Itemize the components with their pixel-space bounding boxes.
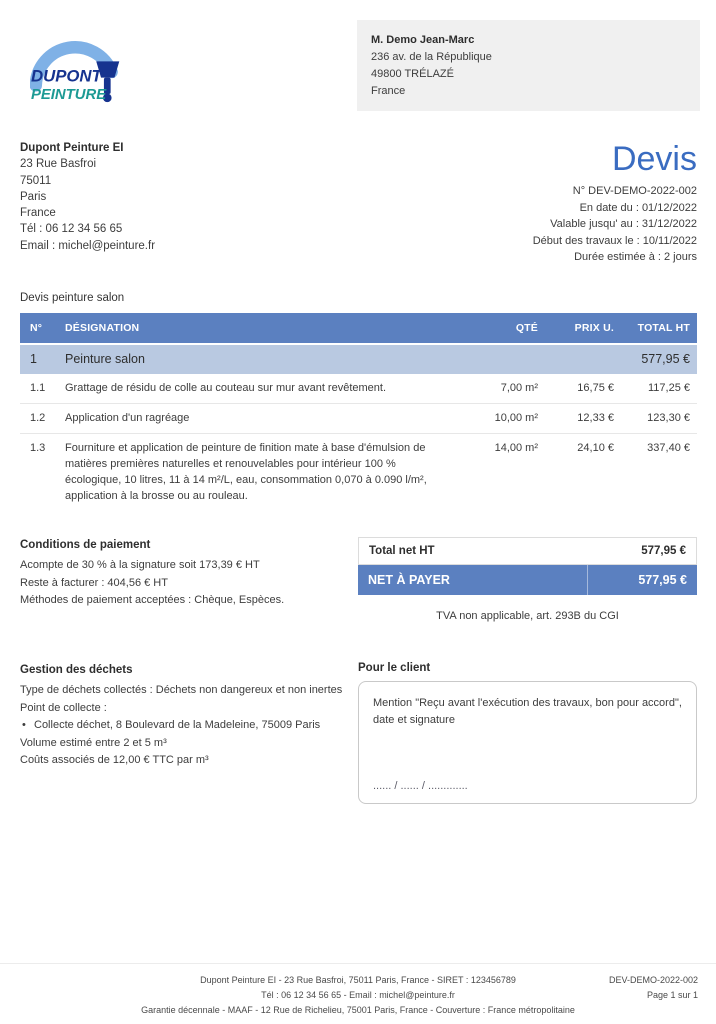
row-qty: 14,00 m²	[494, 441, 538, 454]
waste-point-line: Point de collecte :	[20, 701, 107, 714]
client-address-line: France	[371, 85, 406, 97]
logo-word-peinture: PEINTURE	[30, 86, 107, 103]
devis-duration: Durée estimée à : 2 jours	[574, 251, 697, 263]
row-total: 123,30 €	[647, 411, 690, 424]
group-num: 1	[30, 352, 37, 366]
totals-box	[358, 537, 697, 622]
company-address-line: 23 Rue Basfroi	[20, 158, 97, 171]
signature-date-line: ...... / ...... / .............	[373, 779, 468, 792]
total-net-row	[358, 537, 697, 565]
header	[0, 0, 716, 114]
waste-signature-row	[0, 622, 716, 804]
table-row	[20, 434, 697, 511]
row-designation: Grattage de résidu de colle au couteau sur mur avant revêtement.	[65, 381, 387, 394]
header-total: TOTAL HT	[637, 321, 690, 334]
client-address-line: 236 av. de la République	[371, 51, 492, 63]
section-title: Devis peinture salon	[20, 291, 125, 304]
group-total: 577,95 €	[641, 352, 690, 366]
signature-mention: Mention "Reçu avant l'exécution des travaux, bon pour accord", date et signature	[373, 696, 682, 726]
logo-word-dupont: DUPONT	[30, 66, 102, 86]
signature-box	[358, 681, 697, 804]
waste-title: Gestion des déchets	[20, 663, 133, 676]
payment-title: Conditions de paiement	[20, 538, 151, 551]
table-header-row	[20, 313, 697, 343]
row-qty: 10,00 m²	[494, 411, 538, 424]
group-designation: Peinture salon	[65, 352, 145, 366]
row-designation: Fourniture et application de peinture de finition mate à base d'émulsion de matières premières naturelles et renouvelables pour intérieur 100 % écologique, 10 litres, 11 à 14 m²/L, eau, consommation 0,070 à 0.090 l/m², application à la brosse ou au rouleau.	[65, 441, 427, 502]
client-signature-section	[358, 662, 697, 804]
payment-line: Acompte de 30 % à la signature soit 173,39 € HT	[20, 559, 260, 571]
payment-conditions	[20, 537, 352, 610]
devis-meta-block	[533, 140, 697, 266]
row-unit-price: 12,33 €	[577, 411, 614, 424]
waste-volume-line: Volume estimé entre 2 et 5 m³	[20, 736, 167, 749]
page-footer	[0, 963, 716, 1018]
client-signature-title: Pour le client	[358, 661, 431, 674]
waste-collect-address: Collecte déchet, 8 Boulevard de la Madeleine, 75009 Paris	[34, 719, 321, 731]
items-table	[20, 313, 697, 511]
bullet-icon: •	[22, 719, 26, 731]
company-address-line: 75011	[20, 174, 52, 187]
document-title: Devis	[611, 140, 697, 178]
waste-management	[20, 662, 352, 770]
footer-page-number: Page 1 sur 1	[646, 990, 698, 1000]
tva-note: TVA non applicable, art. 293B du CGI	[436, 609, 619, 622]
header-qty: QTÉ	[515, 321, 538, 334]
payment-line: Méthodes de paiement acceptées : Chèque, Espèces.	[20, 594, 285, 606]
total-net-value: 577,95 €	[641, 544, 686, 557]
header-unit-price: PRIX U.	[574, 321, 614, 334]
row-designation: Application d'un ragréage	[65, 411, 190, 424]
waste-type-line: Type de déchets collectés : Déchets non dangereux et non inertes	[20, 684, 343, 696]
company-email: Email : michel@peinture.fr	[20, 239, 156, 252]
devis-work-start: Début des travaux le : 10/11/2022	[532, 234, 697, 247]
row-num: 1.3	[30, 441, 46, 454]
footer-contact-line: Tél : 06 12 34 56 65 - Email : michel@peinture.fr	[261, 990, 455, 1000]
waste-collect-item	[20, 717, 352, 735]
footer-company-line: Dupont Peinture EI - 23 Rue Basfroi, 75011 Paris, France - SIRET : 123456789	[200, 975, 516, 985]
company-block	[20, 140, 155, 254]
company-address-line: Paris	[20, 190, 47, 203]
table-row	[20, 374, 697, 404]
company-address-line: France	[20, 207, 56, 220]
row-unit-price: 24,10 €	[577, 441, 614, 454]
row-num: 1.2	[30, 411, 46, 424]
row-qty: 7,00 m²	[500, 381, 538, 394]
net-to-pay-label: NET À PAYER	[368, 572, 450, 587]
company-name: Dupont Peinture EI	[20, 142, 124, 154]
footer-right-block	[609, 973, 698, 1003]
devis-validity: Valable jusqu' au : 31/12/2022	[550, 218, 697, 230]
table-group-row	[20, 345, 697, 374]
net-to-pay-value: 577,95 €	[587, 565, 697, 595]
table-row	[20, 404, 697, 434]
net-to-pay-row	[358, 565, 697, 595]
header-designation: DÉSIGNATION	[65, 321, 140, 334]
row-num: 1.1	[30, 381, 46, 394]
row-unit-price: 16,75 €	[577, 381, 614, 394]
client-address-line: 49800 TRÉLAZÉ	[371, 68, 454, 80]
company-phone: Tél : 06 12 34 56 65	[20, 223, 123, 236]
payment-totals-row	[0, 511, 716, 622]
waste-cost-line: Coûts associés de 12,00 € TTC par m³	[20, 754, 209, 766]
footer-doc-ref: DEV-DEMO-2022-002	[608, 975, 698, 985]
payment-line: Reste à facturer : 404,56 € HT	[20, 576, 168, 589]
footer-warranty-line: Garantie décennale - MAAF - 12 Rue de Richelieu, 75001 Paris, France - Couverture : France métropolitaine	[141, 1005, 575, 1015]
client-name: M. Demo Jean-Marc	[371, 34, 475, 46]
row-total: 337,40 €	[647, 441, 690, 454]
header-num: N°	[30, 321, 43, 334]
info-row	[0, 114, 716, 266]
devis-number: N° DEV-DEMO-2022-002	[572, 185, 697, 197]
company-logo	[30, 26, 126, 114]
total-net-label: Total net HT	[369, 544, 435, 557]
devis-date: En date du : 01/12/2022	[579, 201, 697, 214]
client-address-box	[357, 20, 700, 111]
row-total: 117,25 €	[647, 381, 690, 394]
